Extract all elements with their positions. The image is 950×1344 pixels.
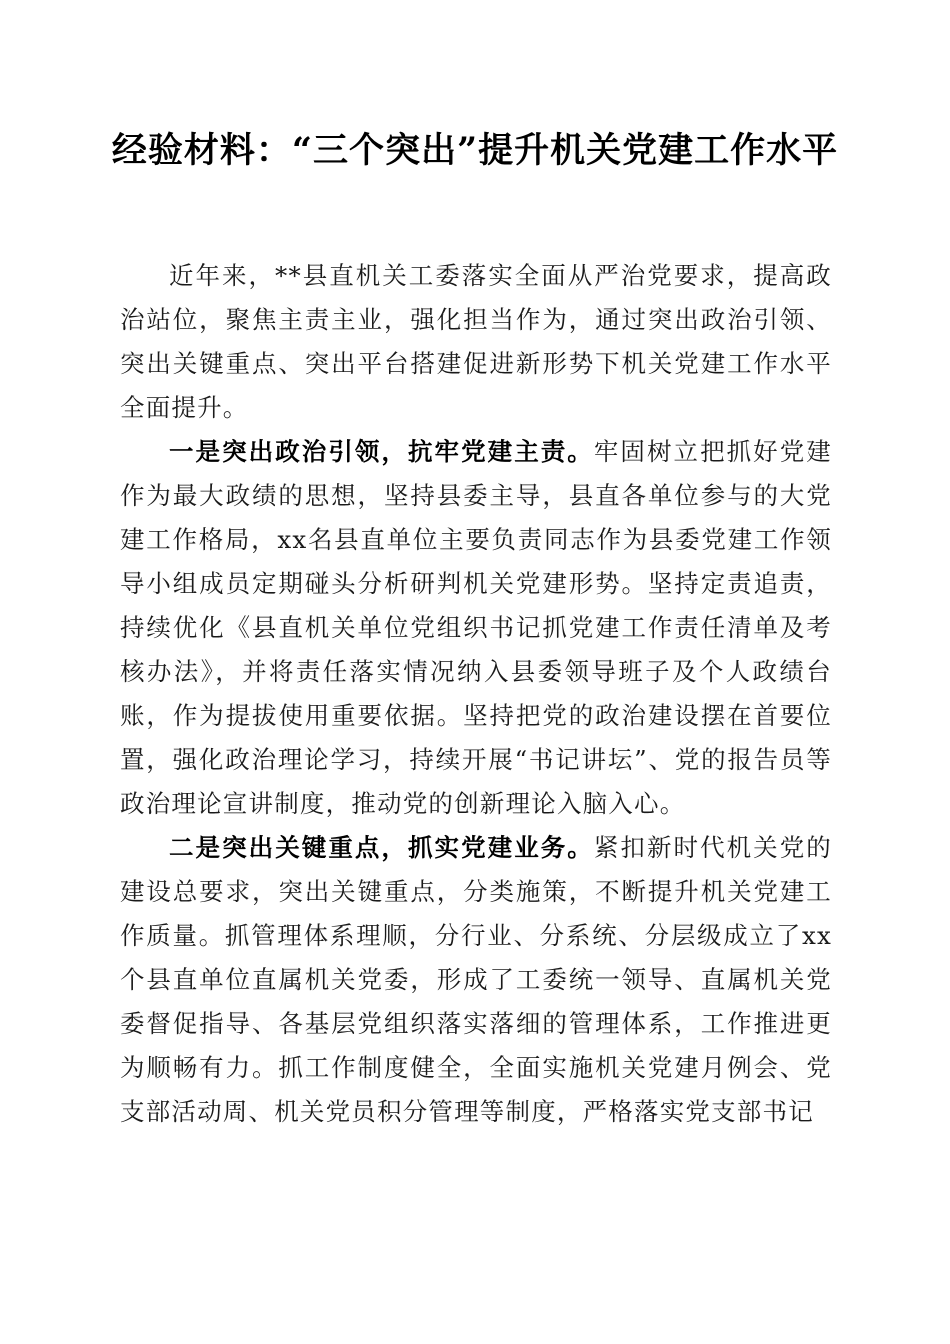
paragraph-intro bbox=[120, 254, 832, 430]
paragraph-lead-heading: 一是突出政治引领，抗牢党建主责。 bbox=[169, 437, 594, 466]
paragraph-point-two bbox=[120, 826, 832, 1134]
paragraph-text: 近年来，**县直机关工委落实全面从严治党要求，提高政治站位，聚焦主责主业，强化担当作为，通过突出政治引领、突出关键重点、突出平台搭建促进新形势下机关党建工作水平全面提升。 bbox=[120, 261, 832, 422]
paragraph-text: 牢固树立把抓好党建作为最大政绩的思想，坚持县委主导，县直各单位参与的大党建工作格局，xx名县直单位主要负责同志作为县委党建工作领导小组成员定期碰头分析研判机关党建形势。坚持定责追责，持续优化《县直机关单位党组织书记抓党建工作责任清单及考核办法》，并将责任落实情况纳入县委领导班子及个人政绩台账，作为提拔使用重要依据。坚持把党的政治建设摆在首要位置，强化政治理论学习，持续开展“书记讲坛”、党的报告员等政治理论宣讲制度，推动党的创新理论入脑入心。 bbox=[120, 437, 832, 818]
paragraph-text: 紧扣新时代机关党的建设总要求，突出关键重点，分类施策，不断提升机关党建工作质量。抓管理体系理顺，分行业、分系统、分层级成立了xx个县直单位直属机关党委，形成了工委统一领导、直属机关党委督促指导、各基层党组织落实落细的管理体系，工作推进更为顺畅有力。抓工作制度健全，全面实施机关党建月例会、党支部活动周、机关党员积分管理等制度，严格落实党支部书记 bbox=[120, 833, 832, 1126]
paragraph-lead-heading: 二是突出关键重点，抓实党建业务。 bbox=[169, 833, 594, 862]
document-title: 经验材料：“三个突出”提升机关党建工作水平 bbox=[111, 130, 839, 171]
document-body bbox=[120, 254, 832, 1134]
paragraph-point-one bbox=[120, 430, 832, 826]
